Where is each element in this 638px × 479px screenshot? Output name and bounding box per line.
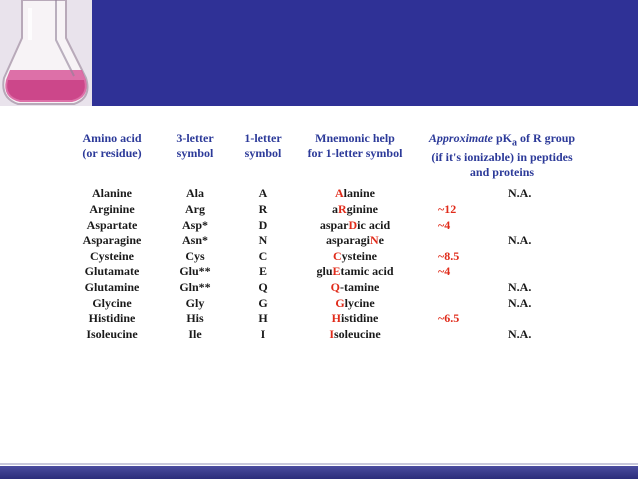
amino-acid-name: Histidine bbox=[88, 311, 136, 326]
mnemonic-hl: R bbox=[337, 201, 347, 216]
mnemonic-cell bbox=[294, 233, 416, 249]
mnemonic-post: ginine bbox=[346, 201, 378, 216]
mnemonic-post: ysteine bbox=[341, 248, 377, 263]
bottom-banner bbox=[0, 466, 638, 479]
header-mnemonic: Mnemonic help for 1-letter symbol bbox=[307, 131, 403, 160]
three-letter-symbol: Asp* bbox=[181, 217, 208, 232]
amino-acid-name: Glutamate bbox=[84, 264, 140, 279]
three-letter-symbol: Ile bbox=[188, 326, 202, 341]
header-3-letter: 3-letter symbol bbox=[176, 131, 214, 160]
table-row bbox=[66, 218, 588, 234]
one-letter-symbol: A bbox=[258, 186, 268, 201]
mnemonic-post: soleucine bbox=[334, 326, 381, 341]
mnemonic-hl: D bbox=[348, 217, 358, 232]
mnemonic-post: istidine bbox=[341, 311, 379, 326]
mnemonic-cell bbox=[294, 264, 416, 280]
pka-value: N.A. bbox=[508, 279, 532, 294]
header-pka-b: of R group (if it's ionizable) in peptides and proteins bbox=[431, 131, 576, 180]
table-row bbox=[66, 296, 588, 312]
three-letter-symbol: Gly bbox=[185, 295, 205, 310]
pka-value: ~4 bbox=[438, 264, 451, 279]
footer-divider bbox=[0, 463, 638, 465]
header-1-letter: 1-letter symbol bbox=[244, 131, 282, 160]
table-row bbox=[66, 327, 588, 343]
mnemonic-hl: N bbox=[370, 233, 379, 248]
mnemonic-hl: H bbox=[331, 311, 341, 326]
flask-image-icon bbox=[0, 0, 92, 106]
amino-acid-name: Alanine bbox=[91, 186, 132, 201]
one-letter-symbol: C bbox=[258, 248, 268, 263]
mnemonic-hl: G bbox=[335, 295, 345, 310]
mnemonic-hl: E bbox=[332, 264, 341, 279]
pka-value: N.A. bbox=[508, 326, 532, 341]
three-letter-symbol: Arg bbox=[185, 201, 205, 216]
header-pka bbox=[416, 131, 588, 186]
pka-value: ~6.5 bbox=[438, 311, 460, 326]
amino-acid-name: Isoleucine bbox=[86, 326, 138, 341]
top-banner bbox=[0, 0, 638, 106]
mnemonic-pre: glu bbox=[316, 264, 333, 279]
mnemonic-post: -tamine bbox=[340, 279, 380, 294]
mnemonic-cell bbox=[294, 218, 416, 234]
pka-value: N.A. bbox=[508, 295, 532, 310]
three-letter-symbol: Glu** bbox=[179, 264, 211, 279]
one-letter-symbol: H bbox=[258, 311, 268, 326]
header-pka-a: pK bbox=[492, 131, 512, 145]
amino-acid-name: Cysteine bbox=[90, 248, 134, 263]
mnemonic-pre: aspar bbox=[319, 217, 349, 232]
amino-acid-name: Aspartate bbox=[86, 217, 138, 232]
mnemonic-post: tamic acid bbox=[340, 264, 394, 279]
mnemonic-cell bbox=[294, 311, 416, 327]
three-letter-symbol: Cys bbox=[185, 248, 205, 263]
header-pka-italic: Approximate bbox=[428, 131, 493, 145]
mnemonic-post: lanine bbox=[343, 186, 375, 201]
header-amino-acid: Amino acid (or residue) bbox=[82, 131, 142, 160]
mnemonic-cell bbox=[294, 296, 416, 312]
table-row bbox=[66, 186, 588, 202]
table-row bbox=[66, 249, 588, 265]
one-letter-symbol: R bbox=[258, 201, 268, 216]
mnemonic-cell bbox=[294, 186, 416, 202]
amino-acid-table bbox=[66, 131, 588, 342]
mnemonic-hl: A bbox=[334, 186, 344, 201]
three-letter-symbol: Gln** bbox=[179, 279, 211, 294]
pka-value: ~12 bbox=[438, 201, 457, 216]
amino-acid-name: Glutamine bbox=[84, 279, 140, 294]
amino-acid-name: Arginine bbox=[89, 201, 135, 216]
table-row bbox=[66, 264, 588, 280]
one-letter-symbol: D bbox=[258, 217, 268, 232]
mnemonic-hl: I bbox=[329, 326, 334, 341]
one-letter-symbol: I bbox=[260, 326, 266, 341]
mnemonic-post: lycine bbox=[344, 295, 375, 310]
pka-value: N.A. bbox=[508, 233, 532, 248]
header-pka-sub: a bbox=[511, 137, 517, 149]
table-header-row bbox=[66, 131, 588, 186]
table-row bbox=[66, 280, 588, 296]
three-letter-symbol: Ala bbox=[186, 186, 204, 201]
pka-value: N.A. bbox=[508, 186, 532, 201]
mnemonic-cell bbox=[294, 327, 416, 343]
table-row bbox=[66, 233, 588, 249]
one-letter-symbol: N bbox=[258, 233, 268, 248]
mnemonic-post: e bbox=[378, 233, 384, 248]
amino-acid-name: Glycine bbox=[92, 295, 132, 310]
mnemonic-post: ic acid bbox=[357, 217, 391, 232]
one-letter-symbol: G bbox=[258, 295, 268, 310]
mnemonic-pre: a bbox=[331, 201, 338, 216]
table-body bbox=[66, 186, 588, 342]
one-letter-symbol: Q bbox=[258, 279, 268, 294]
pka-value: ~8.5 bbox=[438, 248, 460, 263]
one-letter-symbol: E bbox=[258, 264, 267, 279]
mnemonic-cell bbox=[294, 280, 416, 296]
mnemonic-cell bbox=[294, 202, 416, 218]
three-letter-symbol: Asn* bbox=[181, 233, 208, 248]
amino-acid-name: Asparagine bbox=[82, 233, 142, 248]
three-letter-symbol: His bbox=[186, 311, 204, 326]
mnemonic-hl: C bbox=[333, 248, 342, 263]
mnemonic-hl: Q bbox=[330, 279, 340, 294]
table-row bbox=[66, 202, 588, 218]
mnemonic-cell bbox=[294, 249, 416, 265]
mnemonic-pre: asparagi bbox=[325, 233, 370, 248]
pka-value: ~4 bbox=[438, 217, 451, 232]
table-row bbox=[66, 311, 588, 327]
